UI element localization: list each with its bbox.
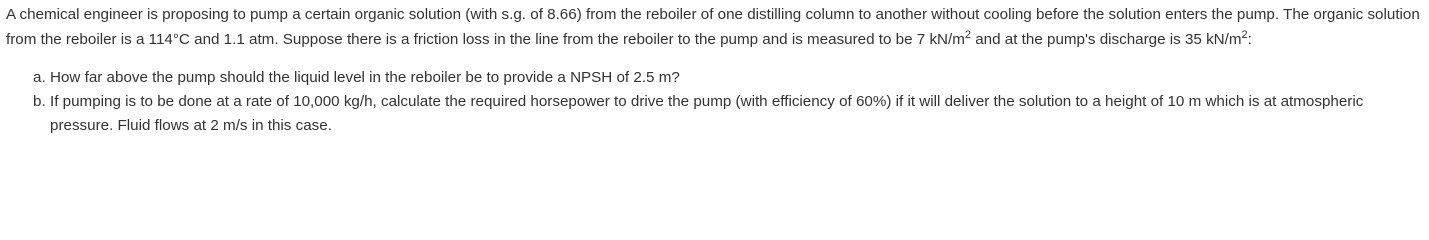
question-list [6,66,1421,138]
question-text: If pumping is to be done at a rate of 10,000 kg/h, calculate the required horsepower to drive the pump (with efficiency of 60%) if it will deliver the solution to a height of 10 m which is at atmospheric pressure. Fluid flows at 2 m/s in this case. [50,93,1364,134]
superscript-2: 2 [964,28,971,41]
intro-text-part3: : [1247,30,1252,48]
list-marker: b. [33,93,46,110]
intro-text-part2: and at the pump's discharge is 35 kN/m [971,30,1242,48]
intro-text-part1: A chemical engineer is proposing to pump a certain organic solution (with s.g. of 8.66) from the reboiler of one distilling column to another without cooling before the solution enters the pump. The organic solution from the reboiler is a 114°C and 1.1 atm. Suppose there is a friction loss in the line from the reboiler to the pump and is measured to be 7 kN/m [6,6,1420,48]
problem-statement [6,3,1421,138]
list-marker: a. [33,69,46,86]
question-text: How far above the pump should the liquid level in the reboiler be to provide a NPSH of 2.5 m? [50,69,680,86]
question-item-a [33,66,1390,90]
superscript-2: 2 [1241,28,1248,41]
problem-intro [6,3,1421,52]
question-item-b [33,90,1390,138]
